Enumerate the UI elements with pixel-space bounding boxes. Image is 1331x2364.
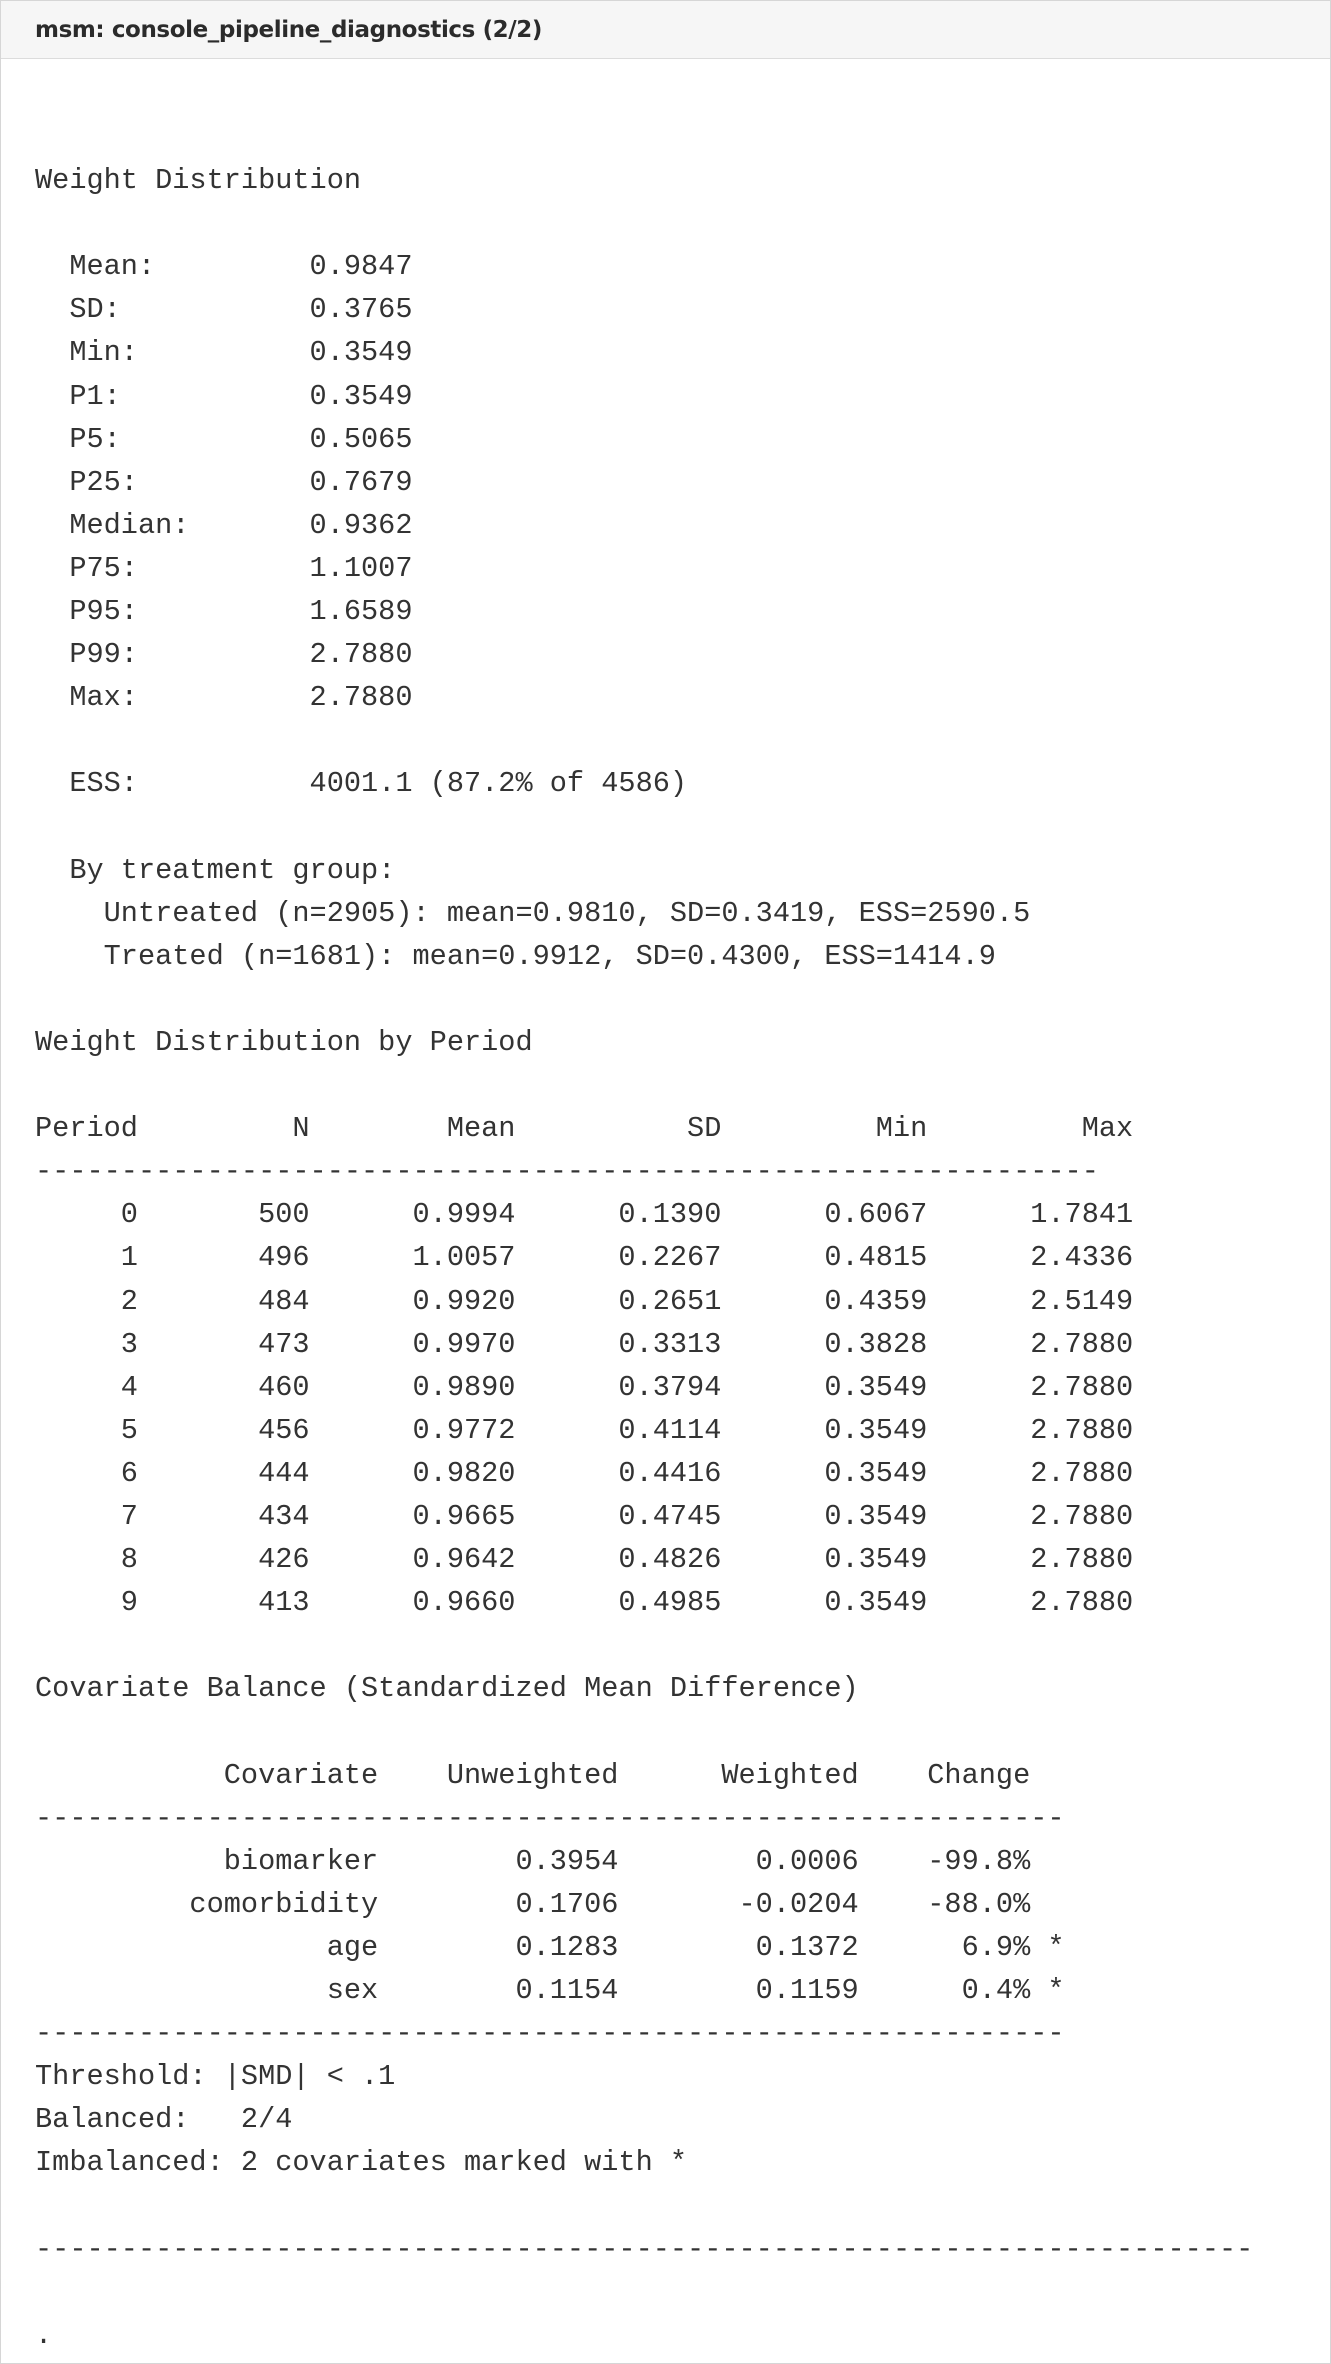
console-line: P5: 0.5065 (35, 422, 413, 456)
console-line: Weight Distribution (35, 164, 362, 198)
console-line (35, 806, 1253, 849)
console-line: 7 434 0.9665 0.4745 0.3549 2.7880 (35, 1500, 1134, 1533)
console-line (35, 719, 1253, 762)
console-line (35, 2271, 1253, 2314)
console-line: 0 500 0.9994 0.1390 0.6067 1.7841 (35, 1198, 1134, 1232)
console-line (35, 1064, 1253, 1107)
console-line: By treatment group: (35, 853, 396, 887)
console-line: 8 426 0.9642 0.4826 0.3549 2.7880 (35, 1543, 1134, 1577)
console-line: ----------------------------------------------------------------------- (35, 2232, 1254, 2266)
console-line (35, 116, 1253, 159)
console-line: comorbidity 0.1706 -0.0204 -88.0% (35, 1887, 1031, 1921)
console-line: Treated (n=1681): mean=0.9912, SD=0.4300, ESS=1414.9 (35, 939, 996, 973)
console-line: age 0.1283 0.1372 6.9% * (35, 1930, 1065, 1964)
console-line: P75: 1.1007 (35, 551, 413, 585)
console-line: Covariate Unweighted Weighted Change (35, 1758, 1031, 1792)
console-line: -------------------------------------------------------------- (35, 1155, 1099, 1189)
console-line (35, 1710, 1253, 1753)
console-line: Untreated (n=2905): mean=0.9810, SD=0.3419, ESS=2590.5 (35, 896, 1031, 930)
title-bar (1, 1, 1330, 59)
console-line: Balanced: 2/4 (35, 2103, 293, 2137)
console-line: SD: 0.3765 (35, 293, 413, 327)
console-line: 6 444 0.9820 0.4416 0.3549 2.7880 (35, 1456, 1134, 1490)
console-line (35, 1624, 1253, 1667)
console-line: Min: 0.3549 (35, 336, 413, 370)
console-line: Threshold: |SMD| < .1 (35, 2060, 396, 2094)
console-line: biomarker 0.3954 0.0006 -99.8% (35, 1844, 1031, 1878)
console-line: 3 473 0.9970 0.3313 0.3828 2.7880 (35, 1327, 1134, 1361)
console-line: 1 496 1.0057 0.2267 0.4815 2.4336 (35, 1241, 1134, 1275)
console-output (35, 116, 1253, 2357)
console-line: Median: 0.9362 (35, 508, 413, 542)
console-line: Period N Mean SD Min Max (35, 1112, 1134, 1146)
console-line: 4 460 0.9890 0.3794 0.3549 2.7880 (35, 1370, 1134, 1404)
console-line: P25: 0.7679 (35, 465, 413, 499)
console-line: P95: 1.6589 (35, 595, 413, 629)
console-line (35, 202, 1253, 245)
console-line: ------------------------------------------------------------ (35, 1801, 1065, 1835)
console-line: sex 0.1154 0.1159 0.4% * (35, 1974, 1065, 2008)
console-line: ------------------------------------------------------------ (35, 2017, 1065, 2051)
console-line: Mean: 0.9847 (35, 250, 413, 284)
console-line (35, 2185, 1253, 2228)
console-line: 9 413 0.9660 0.4985 0.3549 2.7880 (35, 1586, 1134, 1620)
console-line: Max: 2.7880 (35, 681, 413, 715)
console-line: P99: 2.7880 (35, 638, 413, 672)
console-line: Covariate Balance (Standardized Mean Difference) (35, 1672, 859, 1706)
window-title: msm: console_pipeline_diagnostics (2/2) (35, 16, 542, 43)
console-line: ESS: 4001.1 (87.2% of 4586) (35, 767, 688, 801)
console-line: P1: 0.3549 (35, 379, 413, 413)
console-line (35, 978, 1253, 1021)
console-line: Imbalanced: 2 covariates marked with * (35, 2146, 688, 2180)
console-line: Weight Distribution by Period (35, 1025, 533, 1059)
console-line: 5 456 0.9772 0.4114 0.3549 2.7880 (35, 1413, 1134, 1447)
console-line: . (35, 2318, 53, 2352)
console-line: 2 484 0.9920 0.2651 0.4359 2.5149 (35, 1284, 1134, 1318)
